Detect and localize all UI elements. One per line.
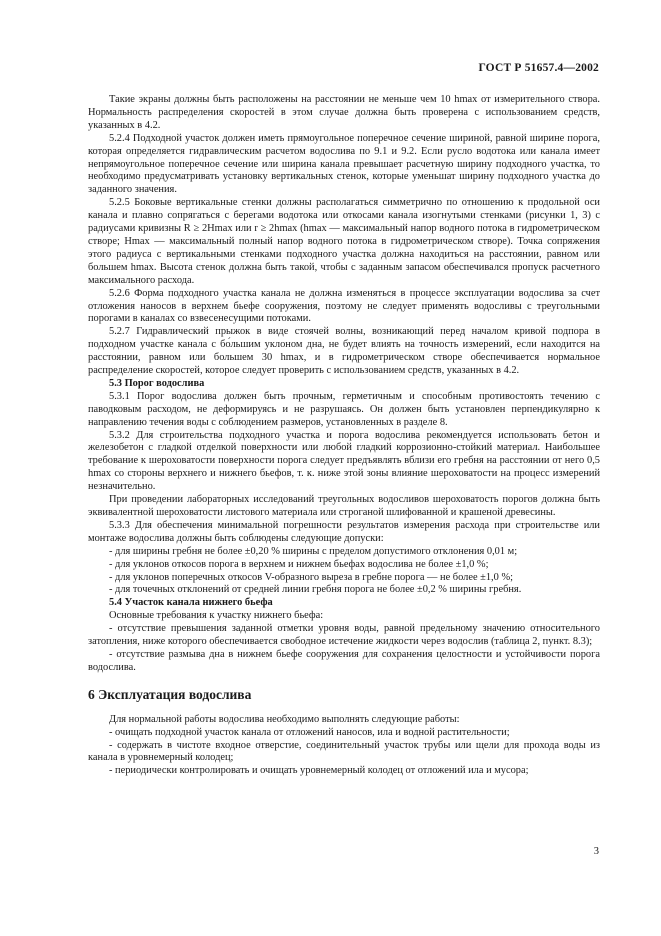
document-body (88, 94, 600, 778)
paragraph: 5.3.3 Для обеспечения минимальной погрешности результатов измерения расхода при строительстве или монтаже водослива должны быть соблюдены следующие допуски: (88, 519, 600, 544)
paragraph: Основные требования к участку нижнего бьефа: (109, 610, 324, 622)
list-item: - периодически контролировать и очищать уровнемерный колодец от отложений ила и мусора; (109, 765, 529, 777)
paragraph: 5.2.7 Гидравлический прыжок в виде стоячей волны, возникающий перед началом кривой подпора в подходном участке канала с бо́льшим уклоном дна, не будет влиять на точность измерений, если находится на расстоянии, равном или большем 30 hmax, и в гидрометрическом створе обеспечивается нормальное распределение скоростей, которое следует проверить с использованием средств, указанных в 4.2. (88, 326, 600, 377)
paragraph: 5.3.2 Для строительства подходного участка и порога водослива рекомендуется использовать бетон и железобетон с гладкой отделкой поверхности или любой гладкий коррозионно-стойкий материал. Наибольшее требование к шероховатости поверхности порога следует предъявлять вблизи его гребня на расстоянии от него 0,5 hmax со стороны верхнего и нижнего бьефов, т. к. ниже этой зоны влияние шероховатости на процесс измерений незначительно. (88, 429, 600, 493)
list-item: - очищать подходной участок канала от отложений наносов, ила и водной растительности; (109, 726, 510, 738)
document-code: ГОСТ Р 51657.4—2002 (478, 62, 599, 74)
list-item: - содержать в чистоте входное отверстие, соединительный участок трубы или щели для прохода воды из канала в уровнемерный колодец; (88, 739, 600, 764)
list-item: - для ширины гребня не более ±0,20 % ширины с пределом допустимого отклонения 0,01 м; (109, 545, 518, 557)
subsection-heading: 5.4 Участок канала нижнего бьефа (109, 597, 273, 609)
paragraph: 5.2.5 Боковые вертикальные стенки должны располагаться симметрично по отношению к продольной оси канала и плавно сопрягаться с берегами водотока или откосами канала изогнутыми стенками (рисунки 1, 3) с радиусами кривизны R ≥ 2Hmax или r ≥ 2hmax (hmax — максимальный напор водного потока в гидрометрическом створе; Hmax — максимальный полный напор водного потока в гидрометрическом створе). Точка сопряжения этого радиуса с вертикальными стенками подходного участка должна находиться на расстоянии, равном или большем hmax. Высота стенок должна быть такой, чтобы с заданным запасом обеспечивался пропуск расчетного максимального расхода. (88, 197, 600, 286)
list-item: - для точечных отклонений от средней линии гребня порога не более ±0,2 % ширины гребня. (109, 584, 522, 596)
list-item: - отсутствие размыва дна в нижнем бьефе сооружения для сохранения целостности и устойчивости порога водослива. (88, 648, 600, 673)
paragraph: 5.2.6 Форма подходного участка канала не должна изменяться в процессе эксплуатации водослива за счет отложения наносов в верхнем бьефе сооружения, поэтому не следует применять водосливы с треугольными порогами в каналах со взвесенесущими потоками. (88, 287, 600, 325)
page-number: 3 (593, 846, 599, 857)
list-item: - отсутствие превышения заданной отметки уровня воды, равной предельному значению относительного затопления, ниже которого обеспечивается свободное истечение жидкости через водослив (таблица 2, пункт. 8.3); (88, 623, 600, 648)
paragraph: Такие экраны должны быть расположены на расстоянии не меньше чем 10 hmax от измерительного створа. Нормальность распределения скоростей в этом случае должна быть проверена с использованием средств, указанных в 4.2. (88, 94, 600, 131)
paragraph: 5.2.4 Подходной участок должен иметь прямоугольное поперечное сечение шириной, равной ширине порога, которая определяется гидравлическим расчетом водослива по 9.1 и 9.2. Если русло водотока или канала имеет непрямоугольное поперечное сечение или ширина канала превышает расчетную ширину подходного участка, то необходимо предусматривать установку вертикальных стенок, которые уменьшат ширину подходного участка до заданного значения. (88, 132, 600, 196)
list-item: - для уклонов поперечных откосов V-образного выреза в гребне порога — не более ±1,0 %; (109, 571, 513, 583)
paragraph: Для нормальной работы водослива необходимо выполнять следующие работы: (109, 713, 460, 725)
subsection-heading: 5.3 Порог водослива (109, 377, 205, 389)
paragraph: 5.3.1 Порог водослива должен быть прочным, герметичным и способным противостоять течению с паводковым расходом, не деформируясь и не разрушаясь. Он должен быть установлен перпендикулярно к направлению течения воды с соблюдением размеров, установленных в разделе 8. (88, 390, 600, 428)
paragraph: При проведении лабораторных исследований треугольных водосливов шероховатость порогов должна быть эквивалентной шероховатости листового материала или строганой шлифованной и крашеной древесины. (88, 494, 600, 518)
section-heading: 6 Эксплуатация водослива (88, 686, 252, 702)
list-item: - для уклонов откосов порога в верхнем и нижнем бьефах водослива не более ±1,0 %; (109, 558, 489, 570)
